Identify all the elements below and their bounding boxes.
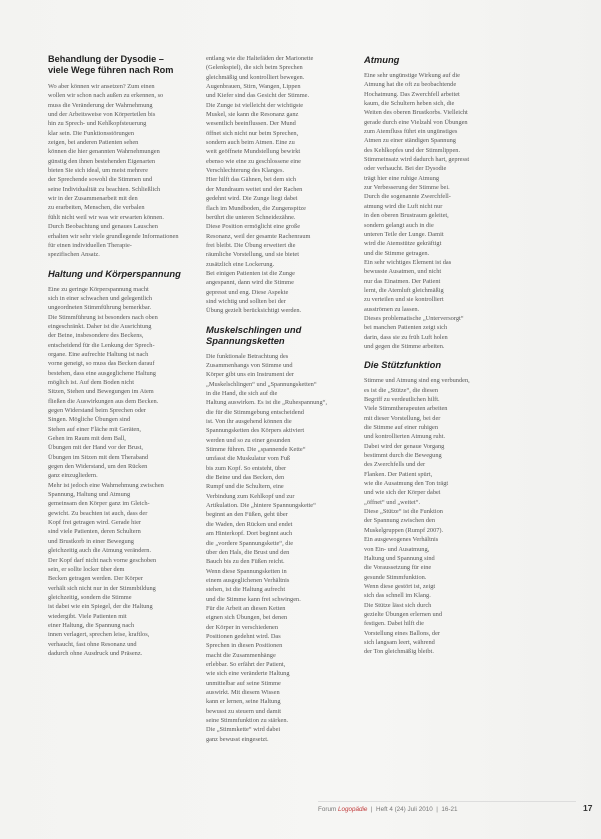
text-line: Spannungsketten des Körpers aktiviert <box>206 427 305 435</box>
text-line: einem ausgeglichenen Verhältnis <box>206 576 290 584</box>
text-line: bewusst zu steuern und damit <box>206 707 282 715</box>
section-heading <box>48 268 196 279</box>
heading-line: Muskelschlingen und <box>206 323 302 335</box>
text-line: Gehen im Raum mit dem Ball, <box>48 435 126 443</box>
text-line: über den Hals, die Brust und den <box>206 548 290 556</box>
text-line: Die Stütze lässt sich durch <box>364 601 432 609</box>
text-line: möglich ist. Auf dem Boden nicht <box>48 378 134 386</box>
text-line: auswirkt. Mit diesem Wissen <box>206 689 280 696</box>
heading-line: viele Wege führen nach Rom <box>48 65 174 75</box>
text-line: ebenso wie eine zu geschlossene eine <box>206 157 301 165</box>
text-line: Flanken. Der Patient spürt, <box>364 470 433 478</box>
text-line: des Zwerchfells und der <box>364 461 426 469</box>
text-line: Wo aber können wir ansetzen? Zum einen <box>48 83 155 90</box>
text-line: Stimme führen. Die „spannende Kette“ <box>206 446 306 454</box>
publication-line: Forum Logopädie | Heft 4 (24) Juli 2010 | 16-21 <box>318 806 458 813</box>
text-line: bewusste Ausatmen, und nicht <box>364 268 442 276</box>
section-heading <box>206 324 354 346</box>
text-line: kann er lernen, seine Haltung <box>206 698 281 706</box>
text-line: Sprechen in diesen Positionen <box>206 642 283 650</box>
text-line: ist. Von ihr ausgehend können die <box>206 418 292 426</box>
page-number: 17 <box>583 803 593 813</box>
heading-line: Haltung und Körperspannung <box>48 267 181 279</box>
text-line: wollen wir schon nach außen zu erkennen, so <box>48 92 164 100</box>
text-line: Mehr ist jedoch eine Wahrnehmung zwischen <box>48 481 164 489</box>
text-line: entlang wie die Haltefäden der Marionette <box>206 55 314 62</box>
text-line: Ein ausgewogenes Verhältnis <box>364 536 439 544</box>
text-line: Übungen im Sitzen mit dem Theraband <box>48 453 149 461</box>
text-line: Augenbrauen, Stirn, Wangen, Lippen <box>206 83 301 91</box>
text-line: hin zu Sprech- und Kehlkopfsteuerung <box>48 120 147 128</box>
text-line: gegen Widerstand beim Sprechen oder <box>48 407 146 414</box>
text-line: erlebbar. So erfährt der Patient, <box>206 660 286 668</box>
text-line: für einen individuellen Therapie- <box>48 241 132 249</box>
text-line: Resonanz, weil der gesamte Rachenraum <box>206 232 311 240</box>
text-line: sondern auch beim Atmen. Eine zu <box>206 139 295 147</box>
text-line: klar sein. Die Funktionsstörungen <box>48 129 134 137</box>
text-line: Kopf frei getragen wird. Gerade hier <box>48 519 141 527</box>
text-line: wiedergibt. Viele Patienten mit <box>48 612 127 620</box>
text-line: seine Stimmfunktion zu stärken. <box>206 717 289 725</box>
section-heading <box>364 54 513 65</box>
text-line: des Kehlkopfes und der Stimmlippen. <box>364 146 461 154</box>
text-line: ganz bewusst eingesetzt. <box>206 735 269 743</box>
text-line: gleichzeitig auch die Atmung verändern. <box>48 547 152 555</box>
text-line: zu erarbeiten, Menschen, die verbalen <box>48 204 145 212</box>
text-line: am Hinterkopf. Dort beginnt auch <box>206 530 293 538</box>
page-range: 16-21 <box>441 806 458 813</box>
text-column-left <box>48 54 196 666</box>
text-line: Durch die sogenannte Zwerchfell- <box>364 193 451 201</box>
text-line: fühlt nicht weil wir was wir erwarten können. <box>48 213 164 221</box>
text-line: Bauch bis zu den Füßen reicht. <box>206 558 285 566</box>
body-paragraph <box>364 71 513 351</box>
text-line: Weiten des oberen Brustkorbs. Vielleicht <box>364 109 468 117</box>
footer-rule <box>318 801 576 802</box>
text-line: Viele Stimmtherapeuten arbeiten <box>364 405 448 413</box>
text-line: bei manchen Patienten zeigt sich <box>364 324 448 332</box>
text-line: zur Verbesserung der Stimme bei. <box>364 184 450 192</box>
text-line: fließen die Auswirkungen aus dem Becken. <box>48 397 159 405</box>
body-paragraph <box>206 352 354 744</box>
text-line: macht die Zusammenhänge <box>206 651 276 659</box>
text-line: Dabei wird der genaue Vorgang <box>364 442 445 450</box>
text-line: Becken getragen werden. Der Körper <box>48 575 143 583</box>
text-line: atmung wird die Luft nicht nur <box>364 202 443 210</box>
text-line: zusätzlich eine Lockerung. <box>206 260 275 268</box>
text-column-right <box>364 54 513 665</box>
text-line: verhält sich nicht nur in der Stimmbildung <box>48 584 156 592</box>
text-line: Positionen gedehnt wird. Das <box>206 632 281 640</box>
text-line: stehen, ist die Haltung aufrecht <box>206 586 286 594</box>
text-line: in den oberen Brustraum geleitet, <box>364 212 449 220</box>
text-line: Zusammenhangs von Stimme und <box>206 361 293 369</box>
text-line: unteren Teile der Lunge. Damit <box>364 230 444 238</box>
text-line: Wenn diese gestört ist, zeigt <box>364 582 436 590</box>
text-line: es ist die „Stütze“, die diesen <box>364 386 438 394</box>
text-line: eignen sich Übungen, bei denen <box>206 614 288 622</box>
text-line: organe. Eine aufrechte Haltung ist nach <box>48 350 149 358</box>
text-line: sind viele Patienten, deren Schultern <box>48 528 141 536</box>
text-line: erhalten wir sehr viele grundlegende Informationen <box>48 232 179 240</box>
body-paragraph <box>206 54 354 316</box>
text-line: in die Hand, die sich auf die <box>206 390 278 397</box>
text-line: entscheidend für die Lenkung der Sprech- <box>48 341 155 349</box>
text-line: Die „Stimmkette“ wird dabei <box>206 726 281 734</box>
text-line: sondern gelangt auch in die <box>364 221 434 229</box>
text-line: und die Stimme kann frei schwingen. <box>206 595 301 603</box>
text-line: seine Individualität zu beachten. Schließlich <box>48 185 161 193</box>
text-line: Eine zu geringe Körperspannung macht <box>48 285 149 293</box>
text-line: lernt, die Atemluft gleichmäßig <box>364 286 444 294</box>
text-line: Begriff zu verdeutlichen hilft. <box>364 396 440 403</box>
text-line: der Beine, insbesondere des Beckens, <box>48 332 144 340</box>
section-heading <box>48 54 196 76</box>
heading-line: Die Stützfunktion <box>364 359 442 371</box>
text-line: Stimme und Atmung sind eng verbunden, <box>364 377 470 385</box>
text-line: gepresst und eng. Diese Aspekte <box>206 288 289 296</box>
text-line: Stimmeinsatz wird dadurch hart, gepresst <box>364 156 470 164</box>
section-heading <box>364 359 513 370</box>
text-line: beginnt an den Füßen, geht über <box>206 511 288 519</box>
text-line: die Voraussetzung für eine <box>364 564 432 572</box>
text-line: die für die Stimmgebung entscheidend <box>206 408 304 416</box>
text-line: angespannt, dann wird die Stimme <box>206 279 294 287</box>
text-line: bis zum Kopf. So entsteht, über <box>206 464 287 472</box>
text-line: trägt hier eine ruhige Atmung <box>364 174 440 182</box>
text-line: Spannung, Haltung und Atmung <box>48 491 131 499</box>
text-line: ungeordneten Stimmführung bemerkbar. <box>48 304 152 312</box>
text-line: Verbindung zum Kehlkopf und zur <box>206 492 295 500</box>
text-line: Dieses problematische „Unterversorgt“ <box>364 314 464 322</box>
text-line: ganz einzugliedern. <box>48 472 98 480</box>
text-line: sich in einer schwachen und gelegentlich <box>48 294 153 302</box>
text-line: werden und so zu einer gesunden <box>206 436 291 444</box>
publication-brand: Logopädie <box>337 806 368 813</box>
text-line: und Brustkorb in einer Bewegung <box>48 537 134 545</box>
text-line: Muskelgruppen (Rumpf 2007). <box>364 526 444 534</box>
text-line: Stehen auf einer Fläche mit Geräten, <box>48 425 142 433</box>
text-line: dadurch ohne Ausdruck und Präsenz. <box>48 649 143 657</box>
text-line: Ein sehr wichtiges Element ist das <box>364 258 452 266</box>
text-column-middle <box>206 54 354 752</box>
text-line: Die funktionale Betrachtung des <box>206 352 289 360</box>
text-line: der Körper in verschiedenen <box>206 623 279 631</box>
text-line: und der Arbeitsweise von Körperteilen bis <box>48 111 156 119</box>
text-line: muss die Veränderung der Wahrnehmung <box>48 101 153 109</box>
text-line: räumliche Vorstellung, und sie bietet <box>206 251 299 259</box>
page-footer <box>318 803 593 817</box>
text-line: Körper gibt uns ein Instrument der <box>206 371 294 379</box>
text-line: zu verteilen und sie kontrolliert <box>364 296 444 304</box>
text-line: frei bleibt. Die Übung erweitert die <box>206 241 296 249</box>
heading-line: Behandlung der Dysodie – <box>48 54 164 64</box>
issue-info: Heft 4 (24) Juli 2010 <box>376 806 433 813</box>
text-line: Haltung auswirken. Es ist die „Ruhespannung“, <box>206 399 328 407</box>
text-line: gleichmäßig und kontrolliert bewegen. <box>206 73 305 81</box>
text-line: die Waden, den Rücken und endet <box>206 520 293 528</box>
text-line: Diese „Stütze“ ist die Funktion <box>364 508 443 516</box>
text-line: Der Kopf darf nicht nach vorne geschoben <box>48 556 157 564</box>
text-line: zeigen, bei anderen Patienten sehen <box>48 139 139 147</box>
text-line: sich langsam leert, während <box>364 638 435 646</box>
text-line: Die Zunge ist vielleicht der wichtigste <box>206 101 304 109</box>
text-line: gegen den Widerstand, um den Rücken <box>48 463 148 471</box>
text-line: können die hier genannten Wahrnehmungen <box>48 148 160 156</box>
body-paragraph <box>364 376 513 656</box>
text-line: der Mundraum weitet und der Rachen <box>206 185 303 193</box>
text-line: gesunde Stimmfunktion. <box>364 573 427 581</box>
text-line: Die Stimmführung ist besonders nach oben <box>48 313 158 321</box>
body-paragraph <box>48 285 196 659</box>
text-line: die Beine und das Becken, den <box>206 474 285 482</box>
text-line: sich das schnell im Klang. <box>364 592 431 600</box>
text-line: Muskel, sie kann die Resonanz ganz <box>206 111 299 119</box>
text-line: gemeinsam den Körper ganz im Gleich- <box>48 500 150 508</box>
text-line: Atmen zu einer ständigen Spannung <box>364 137 456 145</box>
text-line: zum Atemfluss führt ein ungünstiges <box>364 128 458 136</box>
text-line: gleichzeitig, sondern die Stimme <box>48 593 132 601</box>
text-line: sein, er sollte locker über dem <box>48 565 125 573</box>
text-line: weit geöffnete Mundstellung bewirkt <box>206 148 301 156</box>
text-line: Wenn diese Spannungsketten in <box>206 567 287 575</box>
text-line: bestimmt durch die Bewegung <box>364 452 442 460</box>
text-line: flach im Mundboden, die Zungenspitze <box>206 204 306 212</box>
text-line: und wie sich der Körper dabei <box>364 489 441 497</box>
text-line: bestehen, dass eine ausgeglichene Haltung <box>48 369 156 377</box>
text-line: unmittelbar auf seine Stimme <box>206 679 281 687</box>
text-line: Singen. Mögliche Übungen sind <box>48 416 131 424</box>
text-line: eingeschränkt. Daher ist die Ausrichtung <box>48 322 152 330</box>
text-line: festigen. Dabei hilft die <box>364 620 424 628</box>
text-line: wie die Ausatmung den Ton trägt <box>364 480 449 488</box>
text-line: Übung gezielt berücksichtigt werden. <box>206 307 302 315</box>
text-line: oder verhaucht. Bei der Dysodie <box>364 165 447 173</box>
text-line: und die Stimme getragen. <box>364 249 430 257</box>
text-line: der Spannung zwischen den <box>364 517 435 525</box>
text-line: gewicht. Zu beachten ist auch, dass der <box>48 509 148 517</box>
text-line: spezifischen Ansatz. <box>48 251 100 259</box>
text-line: wir in der Zusammenarbeit mit den <box>48 195 138 203</box>
text-line: und kontrollierten Atmung ruht. <box>364 433 446 441</box>
text-line: wird die Atemstütze gekräftigt <box>364 240 442 248</box>
text-line: öffnet sich nicht nur beim Sprechen, <box>206 129 299 137</box>
text-line: sind wichtig und sollten bei der <box>206 297 286 305</box>
text-line: umfasst die Muskulatur vom Fuß <box>206 455 291 463</box>
text-line: Verschlechterung des Klanges. <box>206 167 285 175</box>
text-line: einer Haltung, die Spannung nach <box>48 621 135 629</box>
text-line: Übungen mit der Hand vor der Brust, <box>48 444 143 452</box>
heading-line: Spannungsketten <box>206 334 285 346</box>
text-line: Durch Beobachtung und genaues Lauschen <box>48 223 158 231</box>
text-line: darin, dass sie zu früh Luft holen <box>364 333 448 341</box>
text-line: mit dieser Vorstellung, bei der <box>364 414 441 422</box>
text-line: kaum, die Schultern heben sich, die <box>364 100 455 108</box>
text-line: nur das Einatmen. Der Patient <box>364 277 441 285</box>
text-line: Für die Arbeit an diesen Ketten <box>206 604 286 612</box>
text-line: bieten Sie sich ideal, um meist mehrere <box>48 167 148 175</box>
text-line: Diese Position ermöglicht eine große <box>206 223 301 231</box>
text-line: Sitzen, Stehen und Bewegungen im Atem <box>48 388 154 396</box>
text-line: verhaucht, fast ohne Resonanz und <box>48 640 137 648</box>
text-line: der Sprechende sowohl die Stimmen und <box>48 176 153 184</box>
publication-prefix: Forum <box>318 806 337 813</box>
text-line: berührt die unteren Schneidezähne. <box>206 213 296 221</box>
text-line: von Ein- und Ausatmung, <box>364 545 430 553</box>
text-line: „Muskelschlingen“ und „Spannungsketten“ <box>206 380 317 388</box>
text-line: gerade durch eine Vielzahl von Übungen <box>364 118 468 126</box>
text-line: Rumpf und die Schultern, eine <box>206 483 284 491</box>
text-line: gedehnt wird. Die Zunge liegt dabei <box>206 195 298 203</box>
text-line: innen verlagert, sprechen leise, kraftlos, <box>48 631 150 639</box>
body-paragraph <box>48 82 196 260</box>
text-line: und gegen die Stimme arbeiten. <box>364 342 445 350</box>
text-line: „öffnet“ und „weitet“. <box>364 498 421 506</box>
text-line: Bei einigen Patienten ist die Zunge <box>206 269 295 277</box>
text-line: die „vordere Spannungskette“, die <box>206 539 294 547</box>
text-line: der Ton gleichmäßig bleibt. <box>364 648 434 656</box>
text-line: wesentlich beeinflussen. Der Mund <box>206 120 296 128</box>
text-line: gezielte Übungen erlernen und <box>364 610 443 618</box>
text-line: Haltung und Spannung sind <box>364 554 435 562</box>
text-line: Artikulation. Die „hintere Spannungskette“ <box>206 502 316 510</box>
text-line: Eine sehr ungünstige Wirkung auf die <box>364 72 460 79</box>
text-line: ausströmen zu lassen. <box>364 305 420 313</box>
text-line: Vorstellung eines Ballons, der <box>364 629 440 637</box>
text-line: ist dabei wie ein Spiegel, der die Haltung <box>48 603 153 611</box>
heading-line: Atmung <box>364 54 400 65</box>
text-line: Hier hilft das Gähnen, bei dem sich <box>206 176 297 184</box>
text-line: und Kiefer sind das Gesicht der Stimme. <box>206 92 310 100</box>
text-line: wie sich eine veränderte Haltung <box>206 670 290 678</box>
text-line: die Stimme auf einer ruhigen <box>364 424 438 432</box>
text-line: (Gelenkspiel), die sich beim Sprechen <box>206 64 303 72</box>
text-line: Atmung hat die oft zu beobachtende <box>364 81 457 89</box>
text-line: günstig den ihnen bestehenden Eigenarten <box>48 157 156 165</box>
text-line: vorne geneigt, so muss das Becken darauf <box>48 360 155 368</box>
text-line: Hochatmung. Das Zwerchfell arbeitet <box>364 90 460 98</box>
